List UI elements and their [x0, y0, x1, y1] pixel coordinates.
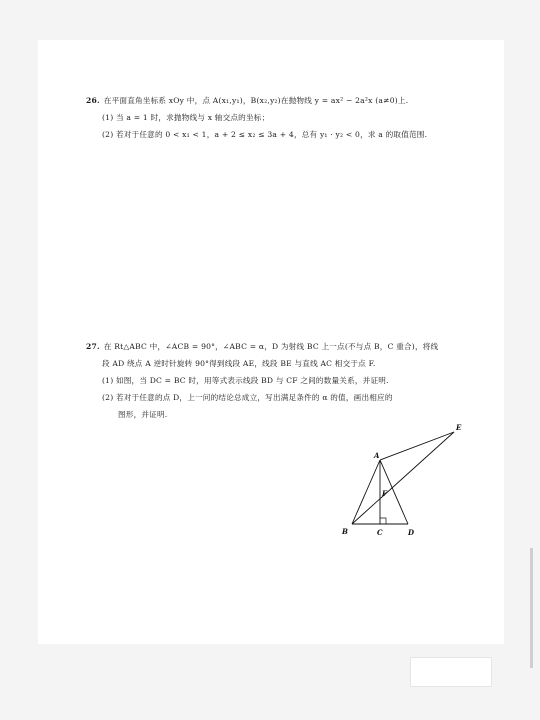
problem-27 [86, 338, 496, 423]
label-a: A [374, 451, 380, 460]
label-b: B [342, 527, 348, 536]
label-c: C [377, 528, 383, 537]
label-e: E [456, 423, 462, 432]
blank-footer-panel [410, 657, 492, 687]
label-f: F [382, 489, 387, 498]
problem-26-number: 26. [86, 96, 100, 105]
problem-26-part-1: (1) 当 a = 1 时，求抛物线与 x 轴交点的坐标； [102, 113, 270, 122]
geometry-figure [334, 420, 464, 546]
right-angle-mark [380, 518, 386, 524]
segment-ae [380, 432, 454, 460]
problem-27-part-2-line-2: 图形，并证明. [118, 410, 168, 419]
problem-26-stem [86, 92, 486, 109]
problem-27-stem-line-1 [86, 338, 496, 355]
problem-26 [86, 92, 486, 143]
segment-ab [352, 460, 380, 524]
segment-be [352, 432, 454, 524]
problem-27-part-2-line-1: (2) 若对于任意的点 D，上一问的结论总成立，写出满足条件的 α 的值，画出相应的 [102, 393, 393, 402]
label-d: D [408, 528, 415, 537]
problem-27-stem-line-2: 段 AD 绕点 A 逆时针旋转 90°得到线段 AE，线段 BE 与直线 AC 相交于点 F. [102, 359, 376, 368]
scan-edge-mark [530, 548, 533, 668]
geometry-diagram [334, 420, 464, 546]
exam-sheet [38, 40, 504, 644]
problem-27-number: 27. [86, 342, 100, 351]
problem-27-stem-text-1: 在 Rt△ABC 中，∠ACB = 90°，∠ABC = α，D 为射线 BC 上一点(不与点 B，C 重合)，将线 [103, 342, 439, 351]
problem-26-part-2: (2) 若对于任意的 0 < x₁ < 1，a + 2 ≤ x₂ ≤ 3a + 4，总有 y₁ · y₂ < 0，求 a 的取值范围. [102, 130, 428, 139]
problem-27-part-1: (1) 如图，当 DC = BC 时，用等式表示线段 BD 与 CF 之间的数量关系，并证明. [102, 376, 389, 385]
problem-26-stem-text: 在平面直角坐标系 xOy 中，点 A(x₁,y₁)，B(x₂,y₂)在抛物线 y = ax² − 2a²x (a≠0)上. [103, 96, 409, 105]
